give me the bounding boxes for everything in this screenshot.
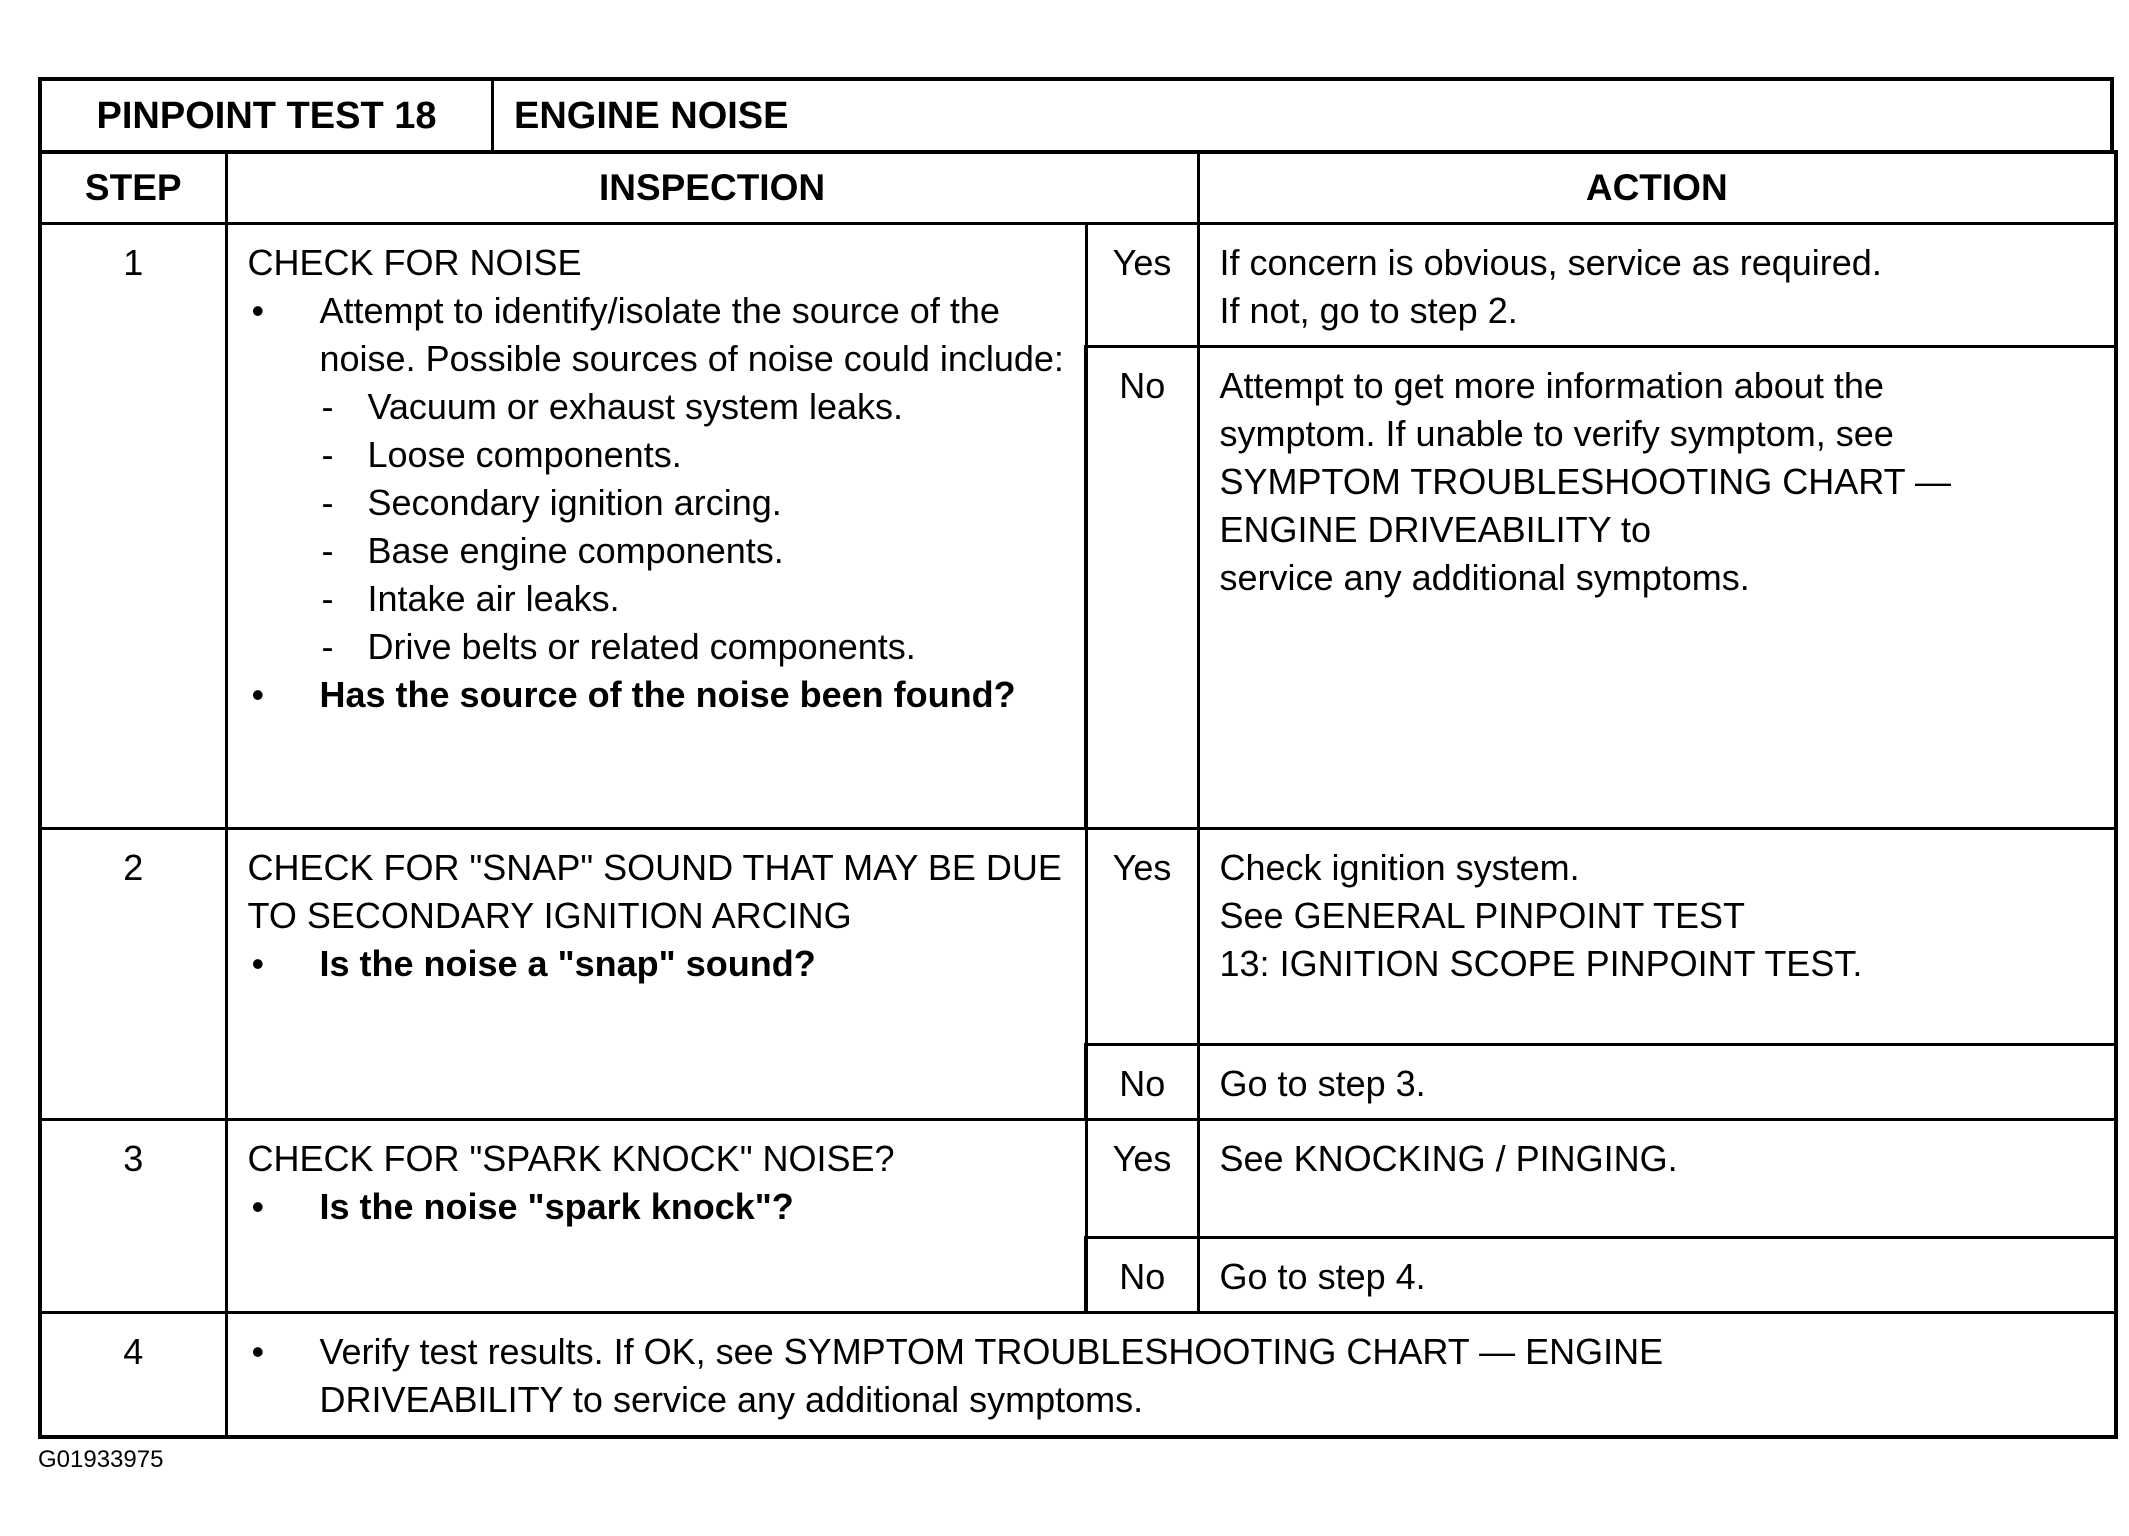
action-line: 13: IGNITION SCOPE PINPOINT TEST. [1219,943,1863,984]
bullet-item [248,1183,1065,1231]
step-3-yes-row [40,1120,2116,1238]
list-item [320,383,1065,431]
step-question: Has the source of the noise been found? [319,674,1016,715]
bullet-item [248,287,1065,671]
bullet-item [248,940,1065,988]
bullet-icon: • [251,290,265,331]
step-4-row [40,1313,2116,1437]
list-item [320,623,1065,671]
no-action: Go to step 3. [1198,1045,2116,1120]
dash-icon: - [321,386,334,427]
bullet-icon: • [251,1331,265,1372]
bullet-icon: • [251,674,265,715]
list-item-text: Loose components. [367,434,682,475]
no-label: No [1086,347,1198,829]
action-line: SYMPTOM TROUBLESHOOTING CHART — [1219,461,1951,502]
bullet-item [248,1328,2095,1424]
step-2-yes-row [40,829,2116,1045]
noise-source-list [320,383,1065,671]
action-line: See GENERAL PINPOINT TEST [1219,895,1746,936]
yes-action: See KNOCKING / PINGING. [1198,1120,2116,1238]
noise-source-intro: Attempt to identify/isolate the source of the noise. Possible sources of noise could include: [319,290,1064,379]
step-3-inspection [226,1120,1086,1313]
action-line: Attempt to get more information about the [1219,365,1884,406]
dash-icon: - [321,578,334,619]
step-number: 1 [40,224,226,829]
step-4-inspection [226,1313,2116,1437]
no-label: No [1086,1238,1198,1313]
bullet-text [320,287,1065,671]
bullet-item [248,671,1065,719]
yes-label: Yes [1086,1120,1198,1238]
dash-icon: - [321,530,334,571]
step-question: Is the noise a "snap" sound? [319,943,816,984]
action-line: If concern is obvious, service as required. [1219,242,1882,283]
action-line: ENGINE DRIVEABILITY to [1219,509,1651,550]
yes-action [1198,224,2116,347]
column-header-row [40,152,2116,224]
list-item-text: Vacuum or exhaust system leaks. [367,386,904,427]
dash-icon: - [321,482,334,523]
verify-text-line: DRIVEABILITY to service any additional symptoms. [319,1379,1144,1420]
step-number: 2 [40,829,226,1120]
action-line: If not, go to step 2. [1219,290,1518,331]
list-item-text: Base engine components. [367,530,784,571]
list-item-text: Drive belts or related components. [367,626,916,667]
bullet-icon: • [251,943,265,984]
step-title: CHECK FOR "SNAP" SOUND THAT MAY BE DUE TO SECONDARY IGNITION ARCING [247,847,1062,936]
action-line: service any additional symptoms. [1219,557,1750,598]
step-title: CHECK FOR NOISE [247,242,582,283]
yes-action [1198,829,2116,1045]
action-line: symptom. If unable to verify symptom, see [1219,413,1894,454]
list-item [320,575,1065,623]
step-title: CHECK FOR "SPARK KNOCK" NOISE? [247,1138,895,1179]
yes-label: Yes [1086,829,1198,1045]
verify-text-line: Verify test results. If OK, see SYMPTOM TROUBLESHOOTING CHART — ENGINE [319,1331,1664,1372]
action-line: Check ignition system. [1219,847,1580,888]
no-action [1198,347,2116,829]
step-1-inspection [226,224,1086,829]
step-2-inspection [226,829,1086,1120]
bullet-text [320,1328,2095,1424]
list-item [320,431,1065,479]
step-1-yes-row [40,224,2116,347]
yes-label: Yes [1086,224,1198,347]
list-item [320,527,1065,575]
step-number: 4 [40,1313,226,1437]
test-header [38,77,2114,151]
step-question: Is the noise "spark knock"? [319,1186,794,1227]
column-header-step: STEP [40,152,226,224]
pinpoint-table [38,150,2118,1439]
figure-id: G01933975 [38,1446,164,1473]
column-header-action: ACTION [1198,152,2116,224]
dash-icon: - [321,626,334,667]
bullet-icon: • [251,1186,265,1227]
test-title: ENGINE NOISE [514,94,789,137]
step-number: 3 [40,1120,226,1313]
list-item-text: Secondary ignition arcing. [367,482,782,523]
dash-icon: - [321,434,334,475]
no-action: Go to step 4. [1198,1238,2116,1313]
list-item-text: Intake air leaks. [367,578,620,619]
no-label: No [1086,1045,1198,1120]
test-label: PINPOINT TEST 18 [42,81,494,151]
list-item [320,479,1065,527]
column-header-inspection: INSPECTION [226,152,1198,224]
